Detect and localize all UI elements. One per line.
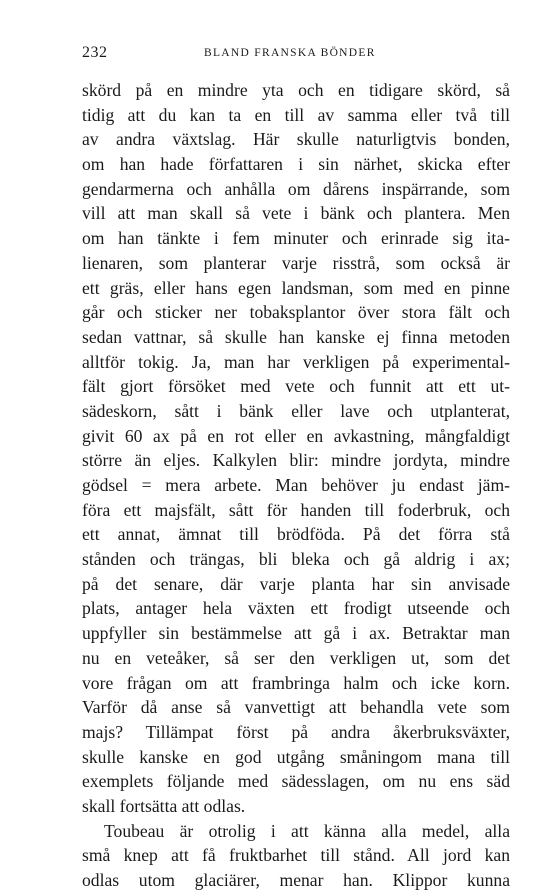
- text-line: om han tänkte i fem minuter och erinrade sig ita-: [82, 228, 510, 249]
- text-line: på det senare, där varje planta har sin anvisade: [82, 573, 510, 594]
- text-line: majs? Tillämpat först på andra åkerbruksväxter,: [82, 721, 510, 742]
- body-text: [82, 78, 510, 893]
- text-line: gödsel = mera arbete. Man behöver ju endast jäm-: [82, 475, 510, 495]
- page-number: 232: [82, 44, 108, 61]
- text-line: stånden och trängas, bli bleka och gå aldrig i ax;: [82, 549, 510, 570]
- text-line: vill att man skall så vete i bänk och plantera. Men: [82, 203, 510, 224]
- text-line: ett gräs, eller hans egen landsman, som med en pinne: [82, 277, 510, 298]
- text-line: skörd på en mindre yta och en tidigare skörd, så: [82, 80, 510, 100]
- text-line: större än eljes. Kalkylen blir: mindre jordyta, mindre: [82, 450, 510, 471]
- text-line: går och sticker ner tobaksplantor över stora fält och: [82, 302, 510, 323]
- text-line: Toubeau är otrolig i att känna alla medel, alla: [104, 820, 510, 841]
- text-line: sädeskorn, sått i bänk eller lave och utplanterat,: [82, 400, 510, 421]
- text-line: gendarmerna och anhålla om dårens inspärrande, som: [82, 178, 510, 199]
- text-line: vore frågan om att frambringa halm och icke korn.: [82, 672, 510, 693]
- text-line: uppfyller sin bestämmelse att gå i ax. Betraktar man: [82, 623, 510, 644]
- text-line: ett annat, ämnat till brödföda. På det förra stå: [82, 524, 510, 545]
- text-line: små knep att få fruktbarhet till stånd. All jord kan: [82, 845, 510, 866]
- text-line: nu en veteåker, så ser den verkligen ut, som det: [82, 647, 510, 668]
- text-line: fält gjort försöket med vete och funnit att ett ut-: [82, 376, 510, 397]
- text-line: föra ett majsfält, sått för handen till foderbruk, och: [82, 499, 510, 520]
- text-line: skulle kanske en god utgång småningom mana till: [82, 746, 510, 767]
- text-line: exemplets följande med sädesslagen, om nu ens säd: [82, 771, 510, 792]
- text-line: givit 60 ax på en rot eller en avkastning, mångfaldigt: [82, 425, 510, 446]
- text-line: odlas utom glaciärer, menar han. Klippor kunna: [82, 870, 510, 890]
- text-line: lienaren, som planterar varje risstrå, som också är: [82, 252, 510, 273]
- text-line: sedan vattnar, så skulle han kanske ej finna metoden: [82, 326, 510, 347]
- text-line: alltför tokig. Ja, man har verkligen på experimental-: [82, 351, 510, 372]
- running-head: BLAND FRANSKA BÖNDER: [204, 47, 376, 59]
- text-line: Varför då anse så vanvettigt att behandla vete som: [82, 697, 510, 718]
- text-line: plats, antager hela växten ett frodigt utseende och: [82, 598, 510, 619]
- text-line: om han hade författaren i sin närhet, skicka efter: [82, 154, 510, 175]
- page-header: [82, 44, 510, 64]
- text-line: av andra växtslag. Här skulle naturligtvis bonden,: [82, 129, 510, 150]
- text-line: tidig att du kan ta en till av samma eller två till: [82, 104, 510, 125]
- text-line: skall fortsätta att odlas.: [82, 795, 246, 816]
